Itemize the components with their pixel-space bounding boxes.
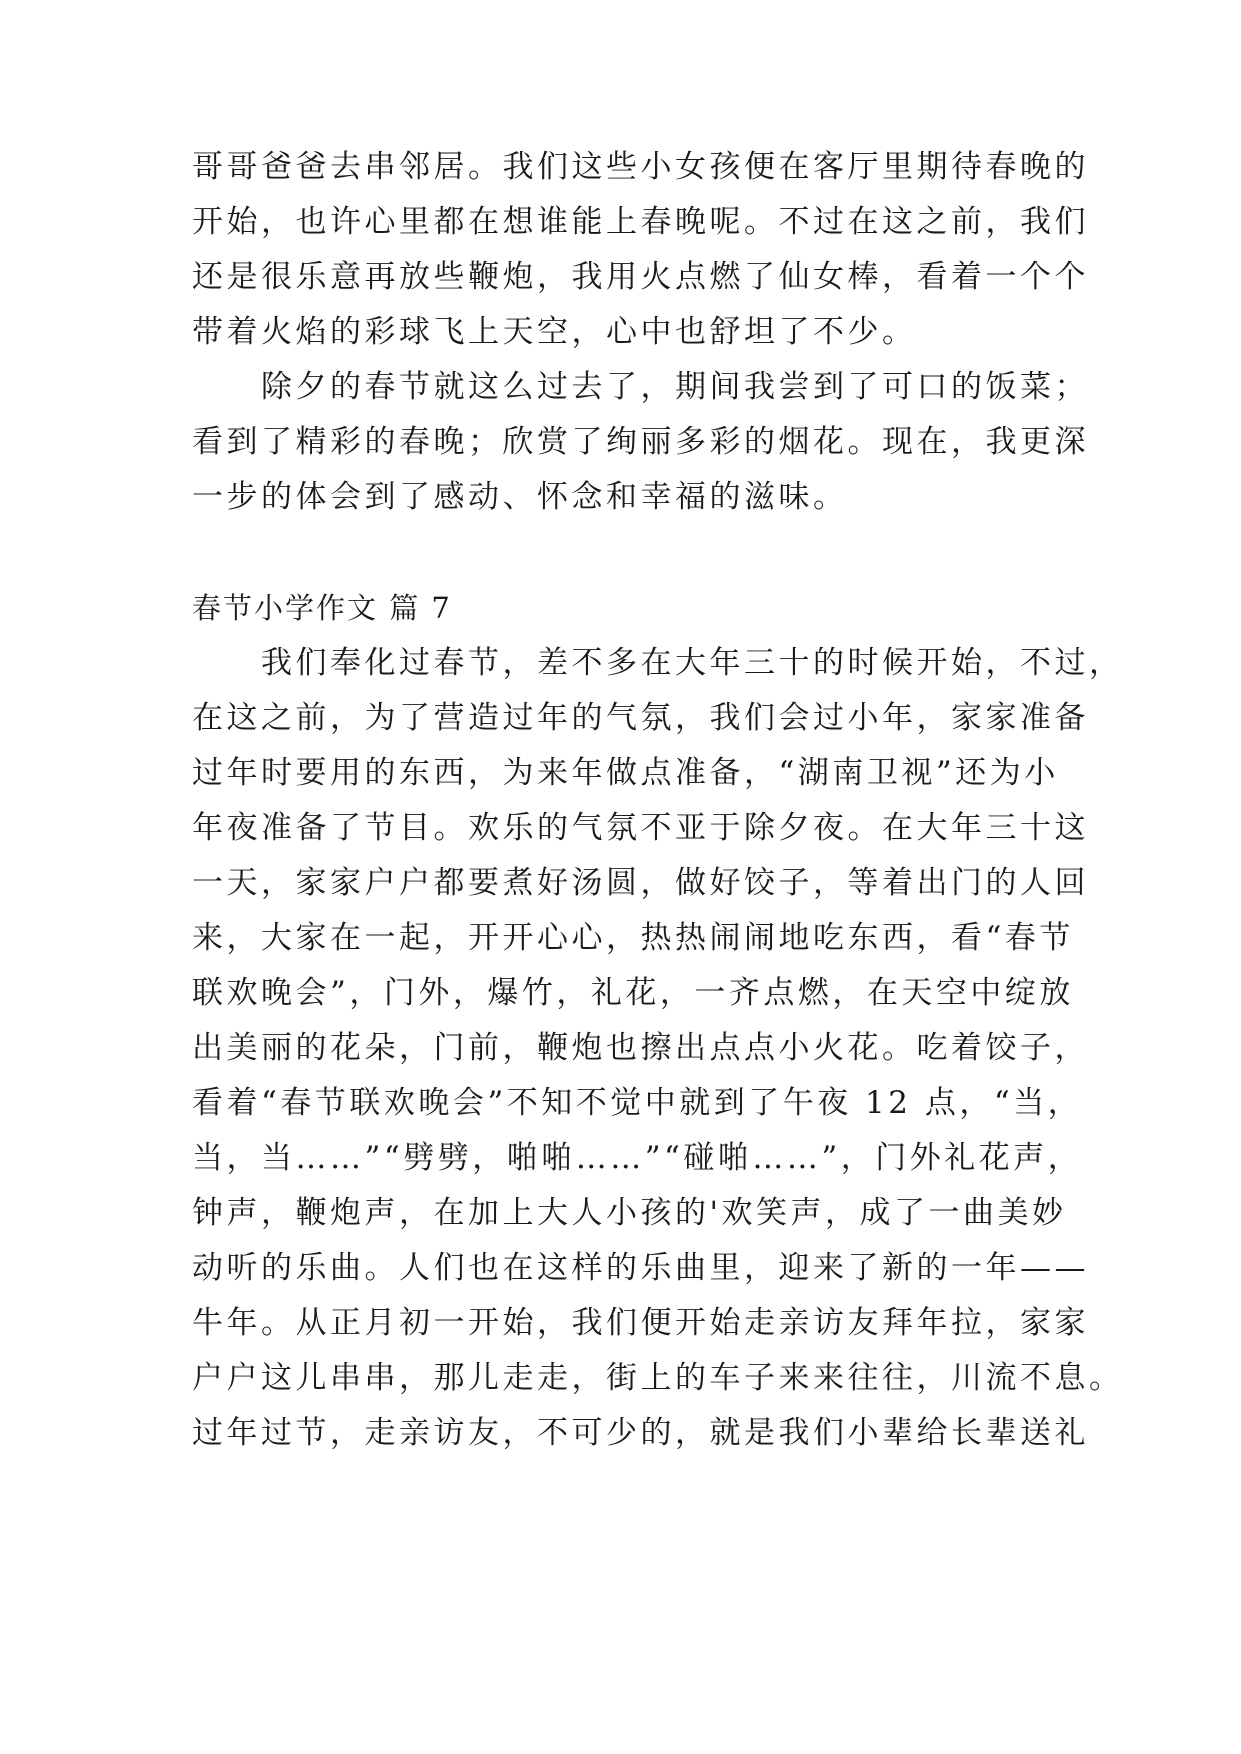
paragraph-line: 动听的乐曲。人们也在这样的乐曲里，迎来了新的一年—— — [192, 1250, 1089, 1286]
paragraph-line: 哥哥爸爸去串邻居。我们这些小女孩便在客厅里期待春晚的 — [192, 149, 1089, 185]
paragraph-line: 过年过节，走亲访友，不可少的，就是我们小辈给长辈送礼 — [192, 1415, 1089, 1451]
paragraph-line: 年夜准备了节目。欢乐的气氛不亚于除夕夜。在大年三十这 — [192, 810, 1089, 846]
paragraph-line: 当，当……”“劈劈，啪啪……”“碰啪……”，门外礼花声， — [192, 1140, 1083, 1176]
paragraph-line: 我们奉化过春节，差不多在大年三十的时候开始，不过， — [192, 645, 1124, 681]
paragraph-line: 过年时要用的东西，为来年做点准备，“湖南卫视”还为小 — [192, 755, 1059, 791]
paragraph-line: 看着“春节联欢晚会”不知不觉中就到了午夜 12 点，“当， — [192, 1085, 1083, 1121]
paragraph-line: 带着火焰的彩球飞上天空，心中也舒坦了不少。 — [192, 314, 917, 350]
paragraph-line: 除夕的春节就这么过去了，期间我尝到了可口的饭菜； — [192, 369, 1089, 405]
paragraph-line: 来，大家在一起，开开心心，热热闹闹地吃东西，看“春节 — [192, 920, 1074, 956]
section-heading: 春节小学作文 篇 7 — [192, 591, 452, 625]
paragraph-line: 看到了精彩的春晚；欣赏了绚丽多彩的烟花。现在，我更深 — [192, 424, 1089, 460]
paragraph-line: 开始，也许心里都在想谁能上春晚呢。不过在这之前，我们 — [192, 204, 1089, 240]
paragraph-line: 一步的体会到了感动、怀念和幸福的滋味。 — [192, 479, 848, 515]
paragraph-line: 钟声，鞭炮声，在加上大人小孩的'欢笑声，成了一曲美妙 — [192, 1195, 1067, 1231]
paragraph-line: 牛年。从正月初一开始，我们便开始走亲访友拜年拉，家家 — [192, 1305, 1089, 1341]
paragraph-line: 还是很乐意再放些鞭炮，我用火点燃了仙女棒，看着一个个 — [192, 259, 1089, 295]
paragraph-line: 在这之前，为了营造过年的气氛，我们会过小年，家家准备 — [192, 700, 1089, 736]
paragraph-line: 一天，家家户户都要煮好汤圆，做好饺子，等着出门的人回 — [192, 865, 1089, 901]
paragraph-line: 出美丽的花朵，门前，鞭炮也擦出点点小火花。吃着饺子， — [192, 1030, 1089, 1066]
paragraph-line: 户户这儿串串，那儿走走，街上的车子来来往往，川流不息。 — [192, 1360, 1124, 1396]
paragraph-line: 联欢晚会”，门外，爆竹，礼花，一齐点燃，在天空中绽放 — [192, 975, 1074, 1011]
